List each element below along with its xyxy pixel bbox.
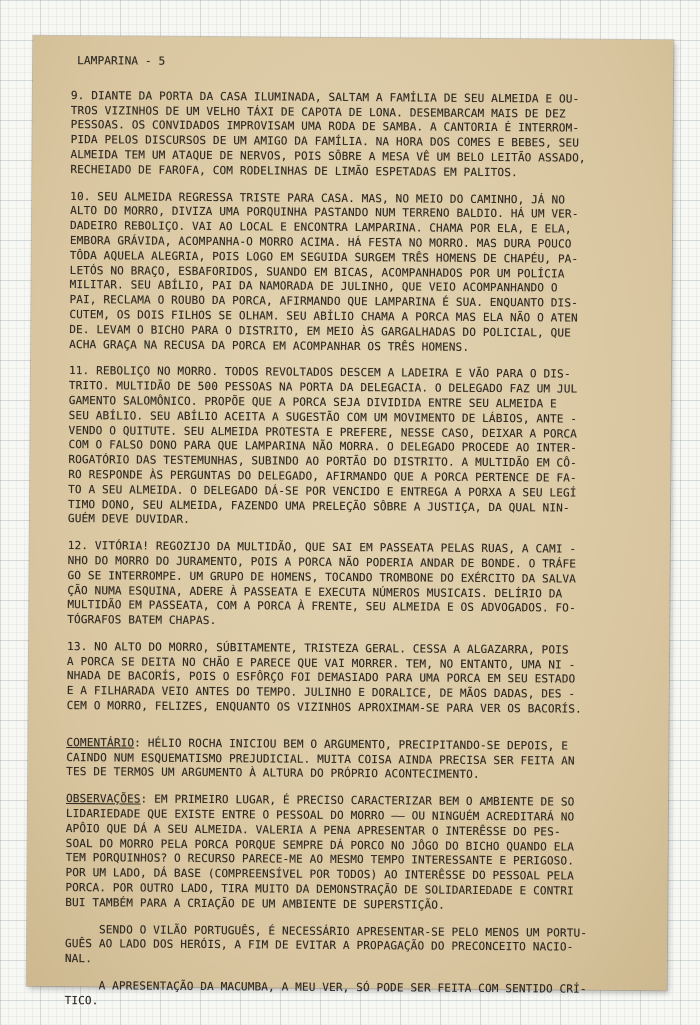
- text-line: ROGATÓRIO DAS TESTEMUNHAS, SUBINDO AO PORTÃO DO DISTRITO. A MULTIDÃO EM CÔ-: [68, 453, 577, 470]
- text-line: SEU ABÍLIO. SEU ABÍLIO ACEITA A SUGESTÃO COM UM MOVIMENTO DE LÁBIOS, ANTE -: [68, 408, 578, 426]
- text-line: NHADA DE BACORÍS, POIS O ESFÔRÇO FOI DEMASIADO PARA UMA PORCA EM SEU ESTADO: [66, 669, 576, 687]
- text-line: CUTEM, OS DOIS FILHOS SE OLHAM. SEU ABÍLIO CHAMA A PORCA MAS ELA NÃO O ATEN: [69, 307, 578, 325]
- scene-12: [67, 539, 654, 632]
- text-line: COM O FALSO DONO PARA QUE LAMPARINA NÃO MORRA. O DELEGADO PROCEDE AO INTER-: [68, 438, 577, 455]
- text-line: BUI TAMBÉM PARA A CRIAÇÃO DE UM AMBIENTE DE SUPERSTIÇÃO.: [65, 895, 445, 912]
- comentario: [66, 736, 652, 784]
- text-line: MILITAR. SEU ABÍLIO, PAI DA NAMORADA DE JULINHO, QUE VEIO ACOMPANHANDO O: [69, 278, 558, 295]
- text-line: E A FILHARADA VEIO ANTES DO TEMPO. JULINHO E DORALICE, DE MÃOS DADAS, DES -: [66, 684, 576, 701]
- text-line: DADEIRO REBOLIÇO. VAI AO LOCAL E ENCONTRA LAMPARINA. CHAMA POR ELA, E ELA,: [69, 219, 572, 236]
- text-line: GAMENTO SALOMÔNICO. PROPÕE QUE A PORCA SEJA DIVIDIDA ENTRE SEU ALMEIDA E: [68, 393, 557, 411]
- text-line: 9. DIANTE DA PORTA DA CASA ILUMINADA, SALTAM A FAMÍLIA DE SEU ALMEIDA E OU-: [70, 88, 580, 106]
- text-line: A APRESENTAÇÃO DA MACUMBA, A MEU VER, SÓ PODE SER FEITA COM SENTIDO CRÍ-: [64, 979, 587, 996]
- text-line: NHO DO MORRO DO JURAMENTO, POIS A PORCA NÃO PODERIA ANDAR DE BONDE. O TRÁFE: [67, 553, 577, 571]
- text-line: 10. SEU ALMEIDA REGRESSA TRISTE PARA CASA. MAS, NO MEIO DO CAMINHO, JÁ NO: [70, 189, 566, 207]
- text-line: 13. NO ALTO DO MORRO, SÚBITAMENTE, TRISTEZA GERAL. CESSA A ALGAZARRA, POIS: [67, 639, 569, 657]
- text-line: TIMO DONO, SEU ALMEIDA, FAZENDO UMA PRELEÇÃO SÔBRE A JUSTIÇA, DA QUAL NIN-: [68, 497, 570, 515]
- text-line: CAINDO NUM ESQUEMATISMO PREJUDICIAL. MUITA COISA AINDA PRECISA SER FEITA AN: [66, 750, 575, 768]
- text-line: TÔDA AQUELA ALEGRIA, POIS LOGO EM SEGUIDA SURGEM TRÊS HOMENS DE CHAPÉU, PA-: [69, 248, 579, 266]
- note-macumba: [65, 979, 651, 1013]
- text-line: DE. LEVAM O BICHO PARA O DISTRITO, EM MEIO ÀS GARGALHADAS DO POLICIAL, QUE: [69, 322, 571, 340]
- text-line: EMBORA GRÁVIDA, ACOMPANHA-O MORRO ACIMA. HÁ FESTA NO MORRO. MAS DURA POUCO: [69, 234, 572, 251]
- text-line: LIDARIEDADE QUE EXISTE ENTRE O PESSOAL DO MORRO —— OU NINGUÉM ACREDITARÁ NO: [65, 807, 575, 824]
- scene-9: [70, 89, 657, 182]
- text-line: NAL.: [64, 952, 93, 966]
- text-line: CEM O MORRO, FELIZES, ENQUANTO OS VIZINHOS APROXIMAM-SE PARA VER OS BACORÍS.: [66, 699, 582, 716]
- text-line: RECHEIADO DE FAROFA, COM RODELINHAS DE LIMÃO ESPETADAS EM PALITOS.: [70, 162, 518, 179]
- text-line: TROS VIZINHOS DE UM VELHO TÁXI DE CAPOTA DE LONA. DESEMBARCAM MAIS DE DEZ: [70, 103, 566, 121]
- text-line: TÓGRAFOS BATEM CHAPAS.: [67, 613, 217, 628]
- observacoes-text: : EM PRIMEIRO LUGAR, É PRECISO CARACTERIZAR BEM O AMBIENTE DE SO: [140, 792, 575, 809]
- scene-10: [69, 190, 656, 357]
- page-header: LAMPARINA - 5: [77, 54, 166, 68]
- text-line: TEM PORQUINHOS? O RECURSO PARECE-ME AO MESMO TEMPO INTERESSANTE E PERIGOSO.: [65, 851, 575, 869]
- text-line: APÔIO QUE DÁ A SEU ALMEIDA. VALERIA A PENA APRESENTAR O INTERÊSSE DO PES-: [65, 821, 561, 839]
- comentario-label: COMENTÁRIO: [66, 735, 135, 750]
- note-vilao-portugues: [65, 923, 651, 971]
- text-line: TES DE TERMOS UM ARGUMENTO À ALTURA DO PRÓPRIO ACONTECIMENTO.: [66, 765, 480, 782]
- text-line: ACHA GRAÇA NA RECUSA DA PORCA EM ACOMPANHAR OS TRÊS HOMENS.: [69, 337, 470, 354]
- text-line: RO RESPONDE ÀS PERGUNTAS DO DELEGADO, AFIRMANDO QUE A PORCA PERTENCE DE FA-: [68, 467, 577, 485]
- text-line: POR UM LADO, DÁ BASE (COMPREENSÍVEL POR TODOS) AO INTERÊSSE DO PESSOAL PELA: [65, 866, 574, 883]
- scene-11: [68, 364, 655, 531]
- text-line: ÇÃO NUMA ESQUINA, ADERE À PASSEATA E EXECUTA NÚMEROS MUSICAIS. DELÍRIO DA: [67, 583, 563, 600]
- comentario-text: : HÉLIO ROCHA INICIOU BEM O ARGUMENTO, PRECIPITANDO-SE DEPOIS, E: [134, 736, 569, 753]
- text-line: PAI, RECLAMA O ROUBO DA PORCA, AFIRMANDO QUE LAMPARINA É SUA. ENQUANTO DIS-: [69, 293, 578, 310]
- text-line: PIDA PELOS DISCURSOS DE UM AMIGO DA FAMÍLIA. NA HORA DOS COMES E BEBES, SEU: [70, 133, 580, 150]
- text-line: GO SE INTERROMPE. UM GRUPO DE HOMENS, TOCANDO TROMBONE DO EXÉRCITO DA SALVA: [67, 568, 577, 586]
- observacoes: [65, 792, 652, 914]
- text-line: 12. VITÓRIA! REGOZIJO DA MULTIDÃO, QUE SAI EM PASSEATA PELAS RUAS, A CAMI -: [67, 539, 577, 556]
- text-line: GUÉM DEVE DUVIDAR.: [67, 512, 191, 527]
- text-line: TO A SEU ALMEIDA. O DELEGADO DÁ-SE POR VENCIDO E ENTREGA A PORXA A SEU LEGÍ: [68, 482, 577, 500]
- text-line: GUÊS AO LADO DOS HERÓIS, A FIM DE EVITAR A PROPAGAÇÃO DO PRECONCEITO NACIO-: [64, 937, 574, 955]
- text-line: PORCA. POR OUTRO LADO, TIRA MUITO DA DEMONSTRAÇÃO DE SOLIDARIEDADE E CONTRI: [65, 881, 574, 898]
- page-content: [64, 54, 657, 1025]
- text-line: A PORCA SE DEITA NO CHÃO E PARECE QUE VAI MORRER. TEM, NO ENTANTO, UMA NI -: [66, 654, 576, 672]
- text-line: ALTO DO MORRO, DIVIZA UMA PORQUINHA PASTANDO NUM TERRENO BALDIO. HÁ UM VER-: [70, 204, 579, 221]
- observacoes-label: OBSERVAÇÕES: [65, 792, 141, 806]
- text-line: 11. REBOLIÇO NO MORRO. TODOS REVOLTADOS DESCEM A LADEIRA E VÃO PARA O DIS-: [68, 364, 571, 381]
- text-line: PESSOAS. OS CONVIDADOS IMPROVISAM UMA RODA DE SAMBA. A CANTORIA É INTERROM-: [70, 118, 580, 135]
- text-line: SENDO O VILÃO PORTUGUÊS, É NECESSÁRIO APRESENTAR-SE PELO MENOS UM PORTU-: [65, 922, 588, 940]
- text-line: LETÓS NO BRAÇO, ESBAFORIDOS, SUANDO EM BICAS, ACOMPANHADOS POR UM POLÍCIA: [69, 263, 565, 281]
- scene-13: [67, 640, 654, 718]
- text-line: MULTIDÃO EM PASSEATA, COM A PORCA À FRENTE, SEU ALMEIDA E OS ADVOGADOS. FO-: [67, 598, 576, 615]
- text-line: SOAL DO MORRO PELA PORCA PORQUE SEMPRE DÁ PORCO NO JÔGO DO BICHO QUANDO ELA: [65, 836, 575, 854]
- text-line: TICO.: [64, 993, 99, 1008]
- typewritten-page: [27, 36, 674, 1008]
- text-line: TRITO. MULTIDÃO DE 500 PESSOAS NA PORTA DA DELEGACIA. O DELEGADO FAZ UM JUL: [68, 379, 578, 396]
- text-line: ALMEIDA TEM UM ATAQUE DE NERVOS, POIS SÔBRE A MESA VÊ UM BELO LEITÃO ASSADO,: [70, 148, 586, 165]
- text-line: VENDO O QUITUTE. SEU ALMEIDA PROTESTA E PREFERE, NESSE CASO, DEIXAR A PORCA: [68, 423, 578, 441]
